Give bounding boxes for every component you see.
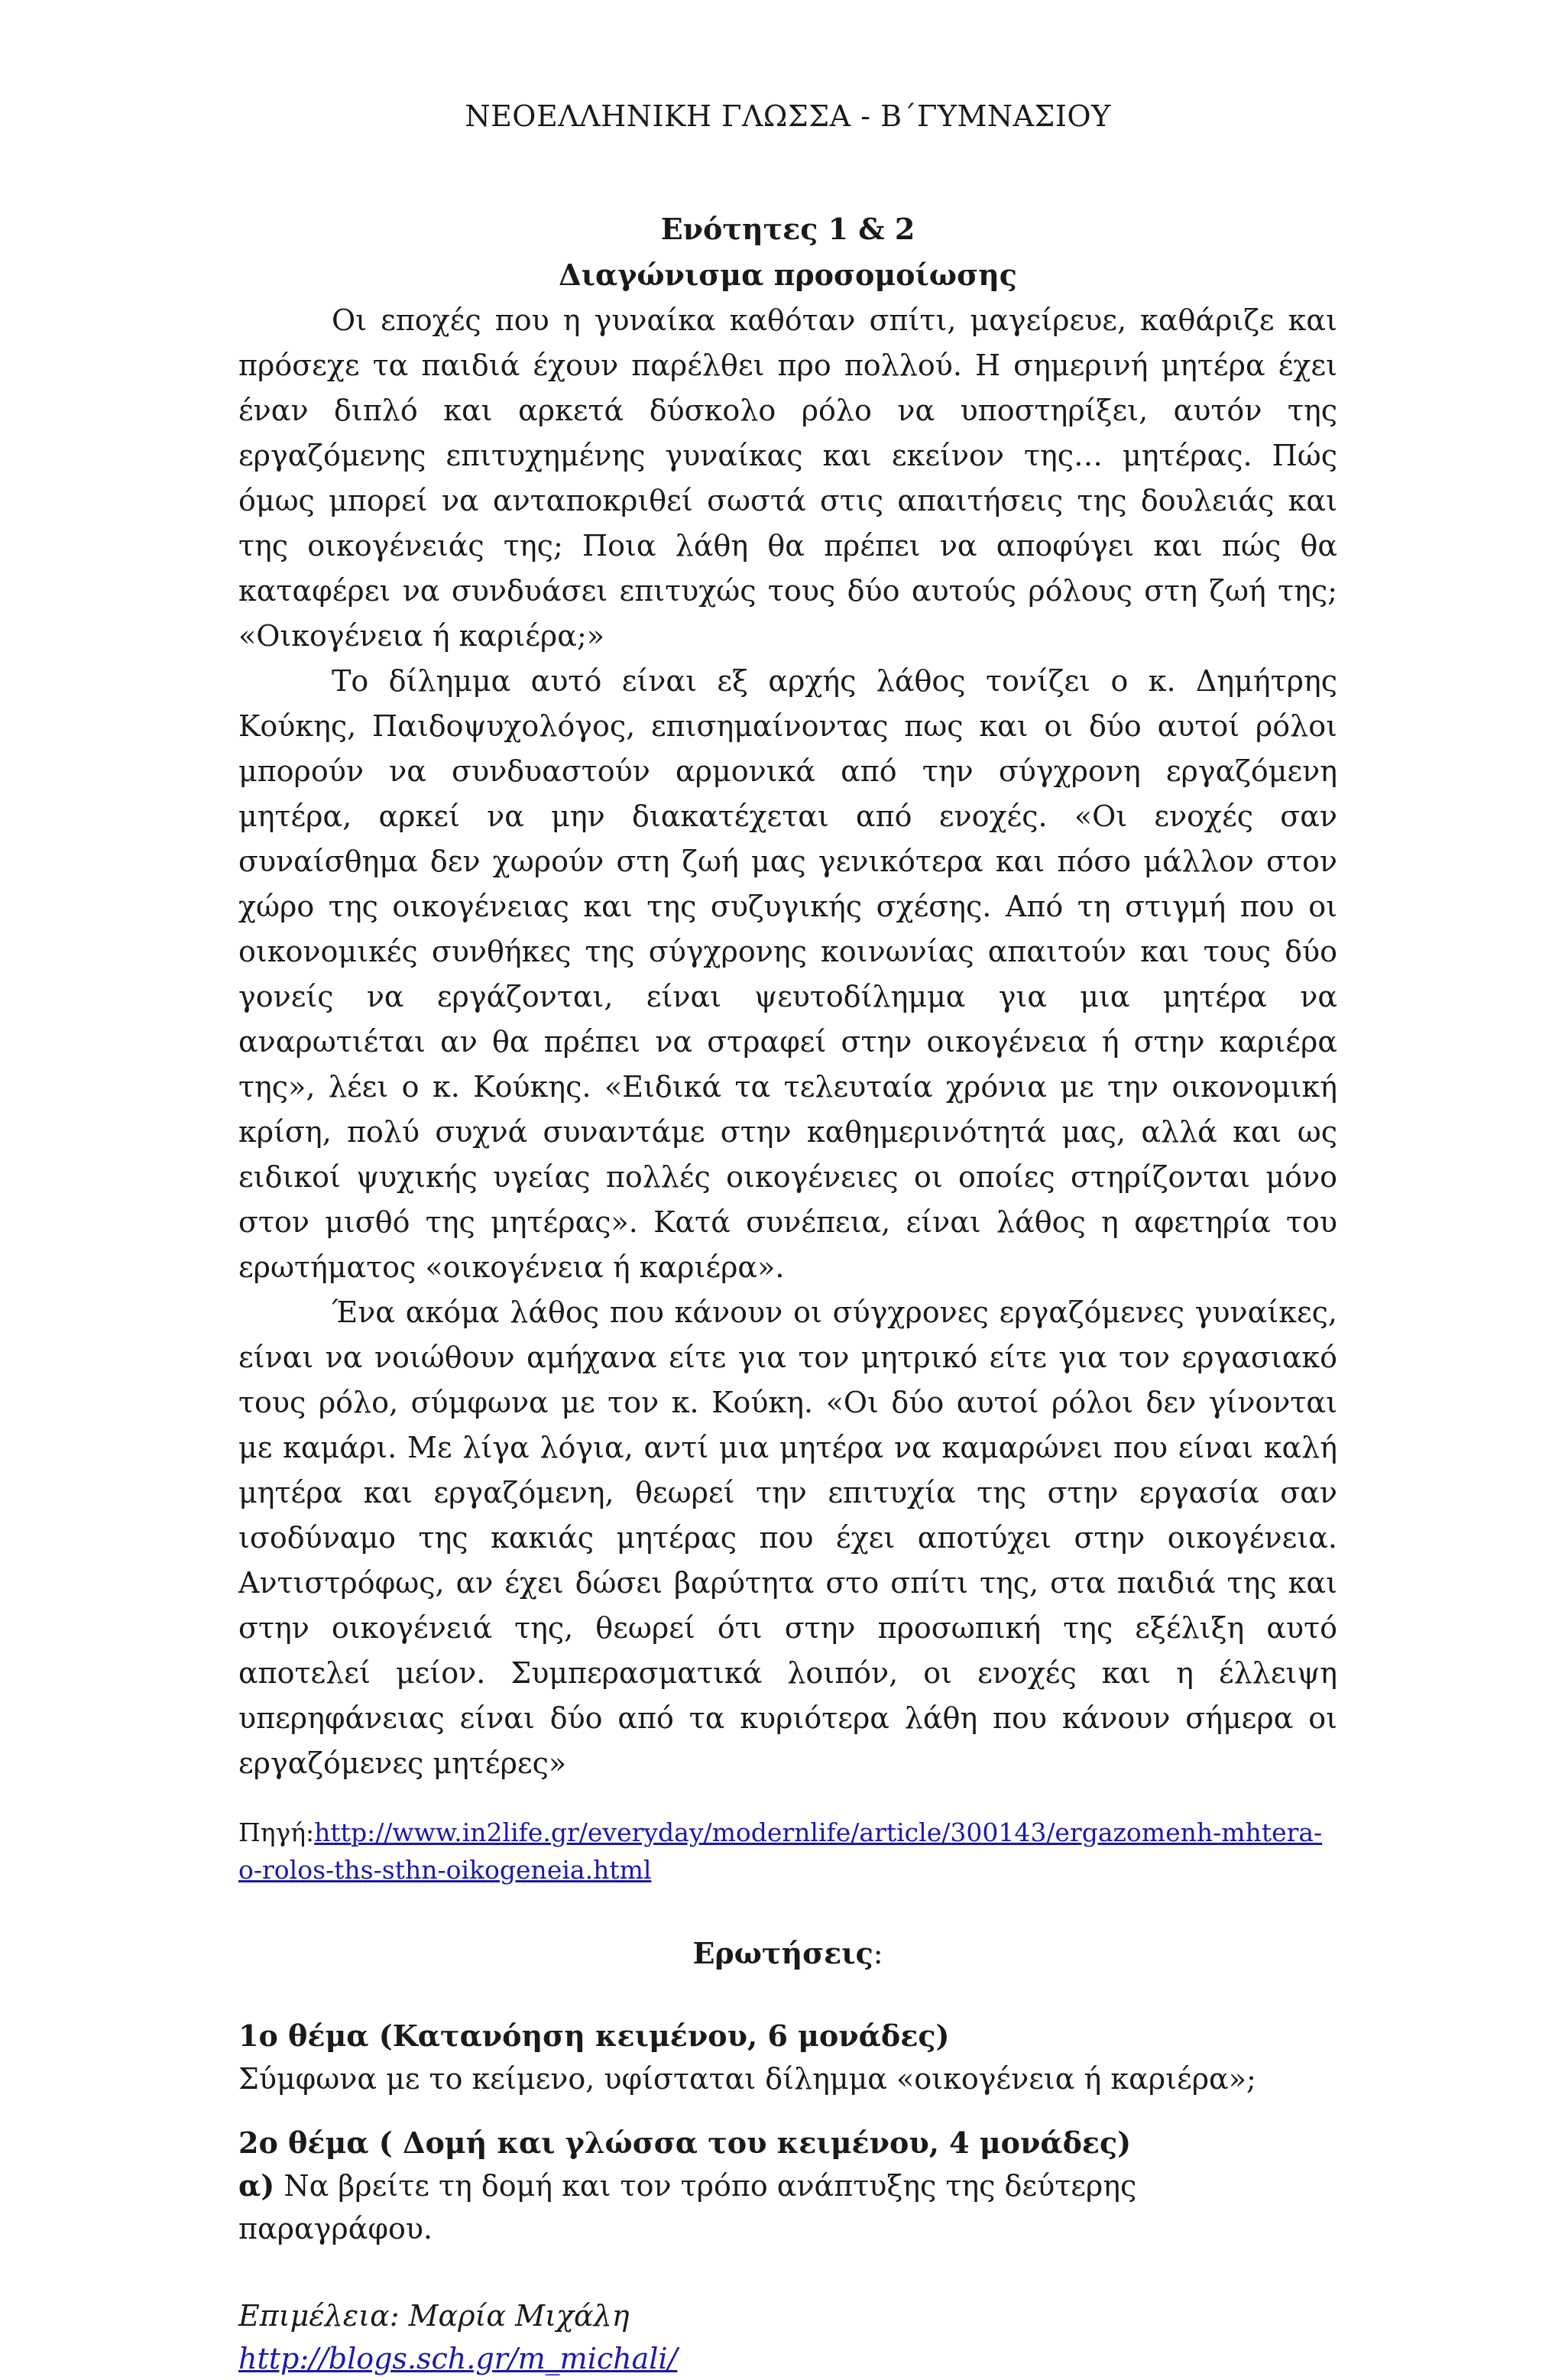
paragraph-3: Ένα ακόμα λάθος που κάνουν οι σύγχρονες εργαζόμενες γυναίκες, είναι να νοιώθουν αμήχανα είτε για τον μητρικό είτε για τον εργασιακό τους ρόλο, σύμφωνα με τον κ. Κούκη. «Οι δύο αυτοί ρόλοι δεν γίνονται με καμάρι. Με λίγα λόγια, αντί μια μητέρα να καμαρώνει που είναι καλή μητέρα και εργαζόμενη, θεωρεί την επιτυχία της στην εργασία σαν ισοδύναμο της κακιάς μητέρας που έχει αποτύχει στην οικογένεια. Αντιστρόφως, αν έχει δώσει βαρύτητα στο σπίτι της, στα παιδιά της και στην οικογένειά της, θεωρεί ότι στην προσωπική της εξέλιξη αυτό αποτελεί μείον. Συμπερασματικά λοιπόν, οι ενοχές και η έλλειψη υπερηφάνειας είναι δύο από τα κυριότερα λάθη που κάνουν σήμερα οι εργαζόμενες μητέρες» [238,1295,1337,1780]
question-1-text: Σύμφωνα με το κείμενο, υφίσταται δίλημμα «οικογένεια ή καριέρα»; [238,2062,1256,2096]
questions-colon: : [873,1937,883,1970]
document-page [238,89,1337,2380]
document-header: ΝΕΟΕΛΛΗΝΙΚΗ ΓΛΩΣΣΑ - Β΄ΓΥΜΝΑΣΙΟΥ [465,99,1111,133]
question-2-subitem [238,2164,1337,2250]
question-2-sub-label: α) [238,2168,275,2203]
article-body [238,298,1337,1786]
question-1-heading: 1ο θέμα (Κατανόηση κειμένου, 6 μονάδες) [238,2018,950,2053]
signature-block [238,2294,1337,2380]
source-label: Πηγή: [238,1817,315,1847]
source-link[interactable]: http://www.in2life.gr/everyday/modernlife/article/300143/ergazomenh-mhtera-o-rolos-ths-sthn-oikogeneia.html [238,1817,1323,1885]
paragraph-1: Οι εποχές που η γυναίκα καθόταν σπίτι, μαγείρευε, καθάριζε και πρόσεχε τα παιδιά έχουν παρέλθει προ πολλού. Η σημερινή μητέρα έχει έναν διπλό και αρκετά δύσκολο ρόλο να υποστηρίξει, αυτόν της εργαζόμενης επιτυχημένης γυναίκας και εκείνον της… μητέρας. Πώς όμως μπορεί να ανταποκριθεί σωστά στις απαιτήσεις της δουλειάς και της οικογένειάς της; Ποια λάθη θα πρέπει να αποφύγει και πώς θα καταφέρει να συνδυάσει επιτυχώς τους δύο αυτούς ρόλους στη ζωή της; «Οικογένεια ή καριέρα;» [238,303,1337,653]
source-line [238,1814,1337,1889]
question-2 [238,2122,1337,2250]
paragraph-2: Το δίλημμα αυτό είναι εξ αρχής λάθος τονίζει ο κ. Δημήτρης Κούκης, Παιδοψυχολόγος, επισημαίνοντας πως και οι δύο αυτοί ρόλοι μπορούν να συνδυαστούν αρμονικά από την σύγχρονη εργαζόμενη μητέρα, αρκεί να μην διακατέχεται από ενοχές. «Οι ενοχές σαν συναίσθημα δεν χωρούν στη ζωή μας γενικότερα και πόσο μάλλον στον χώρο της οικογένειας και της συζυγικής σχέσης. Από τη στιγμή που οι οικονομικές συνθήκες της σύγχρονης κοινωνίας απαιτούν και τους δύο γονείς να εργάζονται, είναι ψευτοδίλημμα για μια μητέρα να αναρωτιέται αν θα πρέπει να στραφεί στην οικογένεια ή στην καριέρα της», λέει ο κ. Κούκης. «Ειδικά τα τελευταία χρόνια με την οικονομική κρίση, πολύ συχνά συναντάμε στην καθημερινότητά μας, αλλά και ως ειδικοί ψυχικής υγείας πολλές οικογένειες οι οποίες στηρίζονται μόνο στον μισθό της μητέρας». Κατά συνέπεια, είναι λάθος η αφετηρία του ερωτήματος «οικογένεια ή καριέρα». [238,664,1337,1284]
title-block [238,206,1337,298]
question-2-heading: 2ο θέμα ( Δομή και γλώσσα του κειμένου, 4 μονάδες) [238,2125,1132,2160]
question-2-sub-text: Να βρείτε τη δομή και τον τρόπο ανάπτυξης της δεύτερης παραγράφου. [238,2169,1137,2245]
questions-title: Ερωτήσεις [692,1936,873,1970]
signature-text: Επιμέλεια: Μαρία Μιχάλη [238,2299,630,2333]
question-1 [238,2015,1337,2100]
questions-heading [238,1936,1337,1970]
section-title: Ενότητες 1 & 2 [660,212,915,246]
exam-subtitle: Διαγώνισμα προσομοίωσης [559,258,1017,292]
signature-link[interactable]: http://blogs.sch.gr/m_michali/ [238,2342,678,2375]
